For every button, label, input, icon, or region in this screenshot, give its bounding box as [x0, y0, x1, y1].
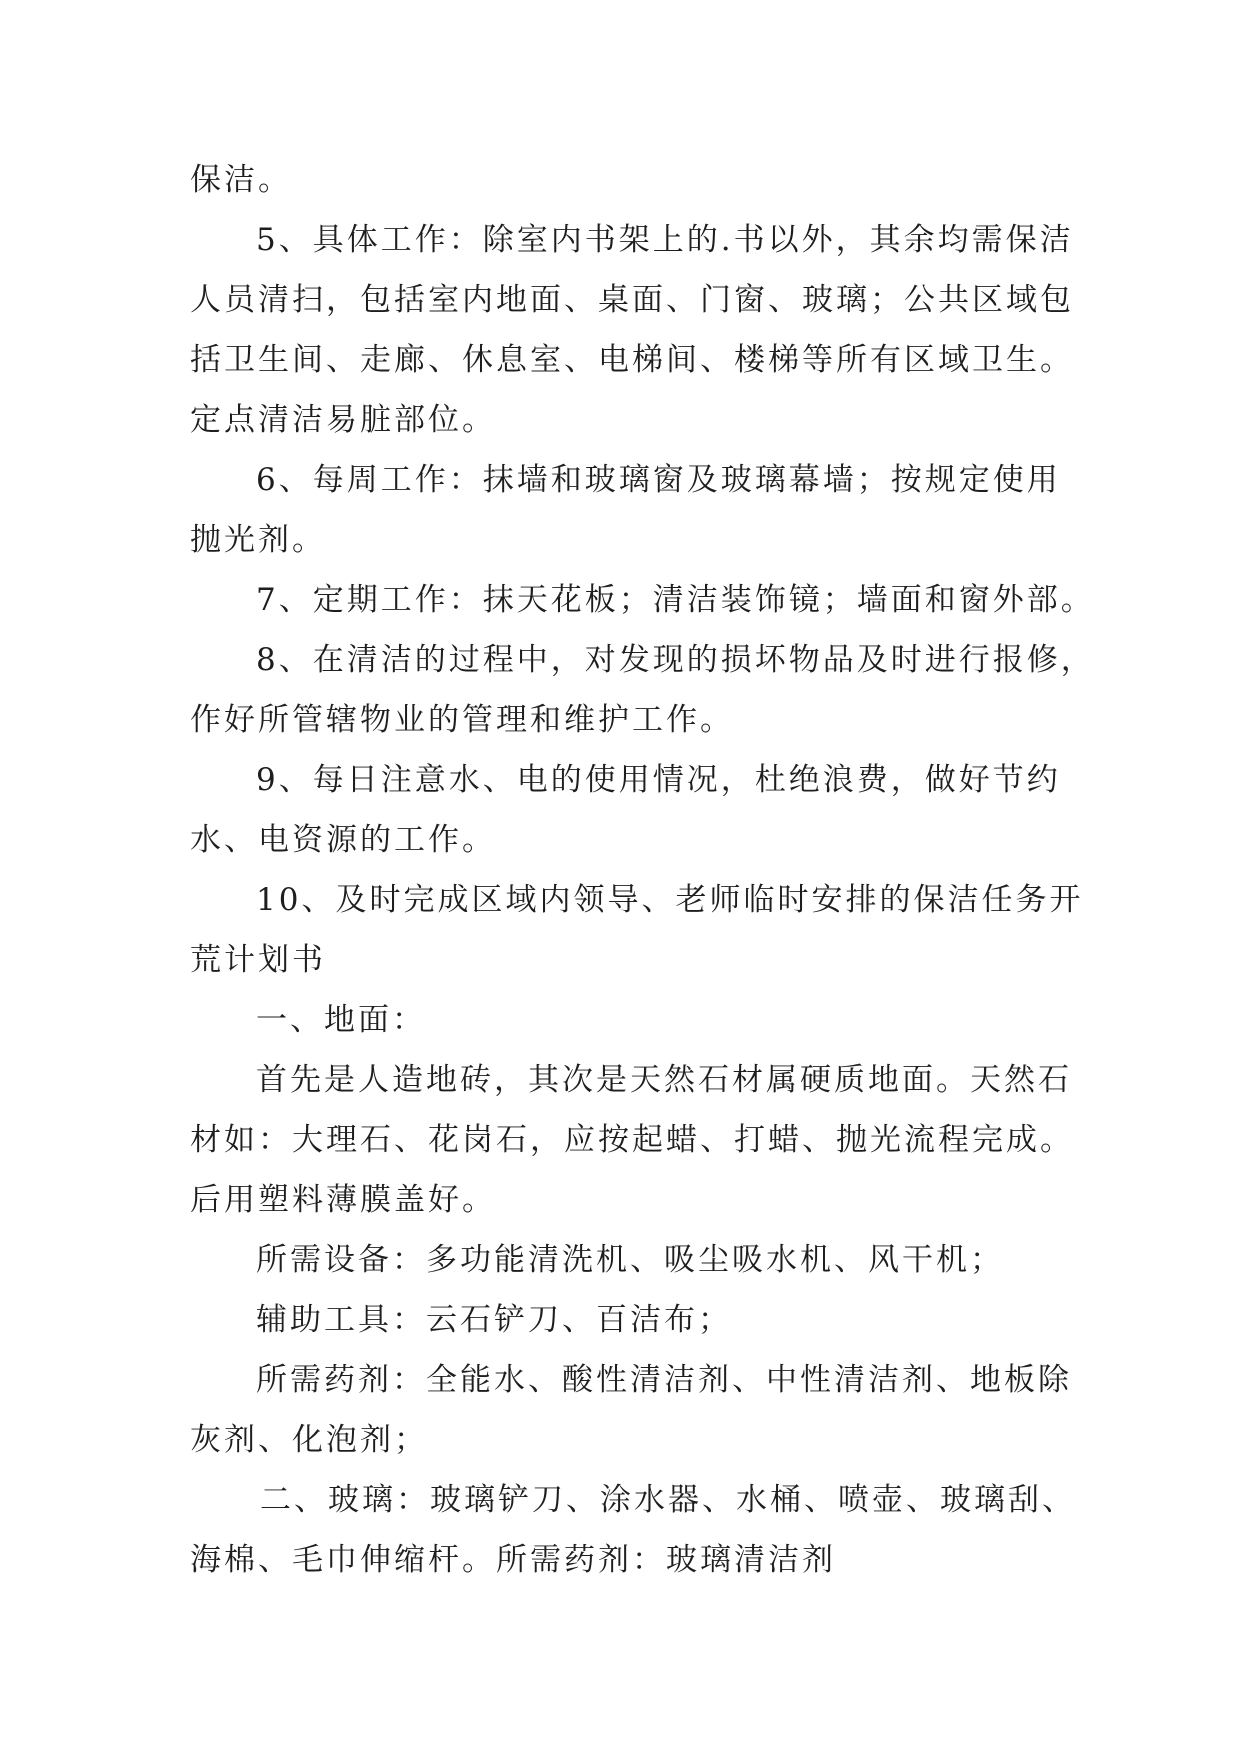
- document-body: [190, 150, 1095, 1590]
- text-line: 括卫生间、走廊、休息室、电梯间、楼梯等所有区域卫生。: [190, 342, 1074, 378]
- text-line: 后用塑料薄膜盖好。: [190, 1182, 496, 1218]
- text-line: 所需设备：多功能清洗机、吸尘吸水机、风干机；: [256, 1242, 1004, 1278]
- text-line: 抛光剂。: [190, 522, 326, 558]
- text-line: 灰剂、化泡剂；: [190, 1422, 428, 1458]
- text-line: 10、及时完成区域内领导、老师临时安排的保洁任务开: [256, 882, 1084, 918]
- text-line: 9、每日注意水、电的使用情况，杜绝浪费，做好节约: [256, 762, 1061, 798]
- text-line: 水、电资源的工作。: [190, 822, 496, 858]
- text-line: 8、在清洁的过程中，对发现的损坏物品及时进行报修，: [256, 642, 1095, 678]
- text-line: 作好所管辖物业的管理和维护工作。: [190, 702, 734, 738]
- text-line: 材如：大理石、花岗石，应按起蜡、打蜡、抛光流程完成。: [190, 1122, 1074, 1158]
- section-heading: 二、玻璃：玻璃铲刀、涂水器、水桶、喷壶、玻璃刮、: [260, 1482, 1076, 1518]
- text-line: 保洁。: [190, 162, 292, 198]
- text-line: 人员清扫，包括室内地面、桌面、门窗、玻璃；公共区域包: [190, 282, 1074, 318]
- text-line: 6、每周工作：抹墙和玻璃窗及玻璃幕墙；按规定使用: [256, 462, 1061, 498]
- text-line: 荒计划书: [190, 942, 326, 978]
- text-line: 7、定期工作：抹天花板；清洁装饰镜；墙面和窗外部。: [256, 582, 1095, 618]
- section-heading: 一、地面：: [256, 1002, 426, 1038]
- text-line: 海棉、毛巾伸缩杆。所需药剂：玻璃清洁剂: [190, 1542, 836, 1578]
- text-line: 辅助工具：云石铲刀、百洁布；: [256, 1302, 732, 1338]
- text-line: 所需药剂：全能水、酸性清洁剂、中性清洁剂、地板除: [256, 1362, 1072, 1398]
- text-line: 5、具体工作：除室内书架上的.书以外，其余均需保洁: [256, 222, 1074, 258]
- text-line: 定点清洁易脏部位。: [190, 402, 496, 438]
- text-line: 首先是人造地砖，其次是天然石材属硬质地面。天然石: [256, 1062, 1072, 1098]
